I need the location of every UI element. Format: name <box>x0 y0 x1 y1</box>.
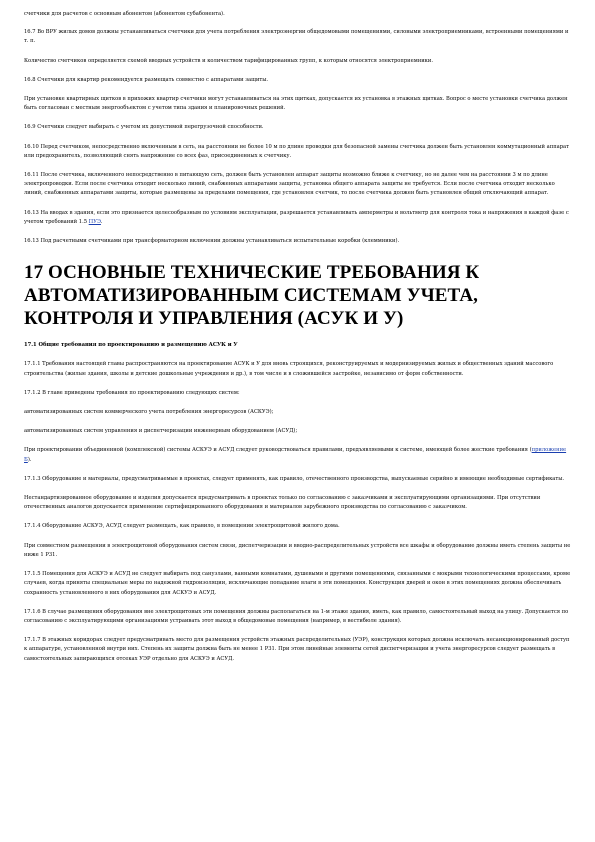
paragraph: 16.7 Во ВРУ жилых домов должны устанавливаться счетчики для учета потребления электроэнергии общедомовыми помещениями, силовыми электроприемниками, встроенными помещениями и т. п. <box>24 29 569 45</box>
paragraph: счетчики для расчетов с основным абонентом (абонентом субабонента). <box>24 11 225 17</box>
paragraph-text: При проектировании объединенной (комплексной) системы АСКУЭ и АСУД следует руководствоваться правилами, предъявляемыми к системе, имеющей более жесткие требования ( <box>24 447 532 454</box>
top-paragraphs <box>24 10 573 246</box>
paragraph: 16.13 Под расчетными счетчиками при трансформаторном включении должны устанавливаться испытательные коробки (клеммники). <box>24 238 400 245</box>
paragraph: При установке квартирных щитков в прихожих квартир счетчики могут устанавливаться на этих щитках, допускается их установка в этажных щитках. Вопрос о месте установки счетчика должен быть согласован с местным энергообъектом с учетом типа здания и планировочных решений. <box>24 96 568 112</box>
section-title: 17 ОСНОВНЫЕ ТЕХНИЧЕСКИЕ ТРЕБОВАНИЯ К АВТОМАТИЗИРОВАННЫМ СИСТЕМАМ УЧЕТА, КОНТРОЛЯ И УПРАВЛЕНИЯ (АСУК И У) <box>24 262 480 330</box>
bottom-paragraphs <box>24 360 573 663</box>
paragraph: 17.1.1 Требования настоящей главы распространяются на проектирование АСУК и У для вновь строящихся, реконструируемых и модернизируемых жилых и общественных зданий массового строительства (жилые здания, школы и детские дошкольные учреждения и др.), в том числе и в сложившейся застройке, независимо от форм собственности. <box>24 361 554 377</box>
pue-link[interactable]: ПУЭ <box>88 218 101 225</box>
paragraph: 17.1.6 В случае размещения оборудования вне электрощитовых эти помещения должны располагаться на 1-м этаже здания, иметь, как правило, самостоятельный выход на улицу. Допускается по согласованию с эксплуатирующими организациями устраивать этот выход в общедомовые помещения (например, в вестибюле здания). <box>24 608 569 624</box>
paragraph: Нестандартизированное оборудование и изделия допускается предусматривать в проектах только по согласованию с заказчиками и эксплуатирующими организациями. При отсутствии отечественных аналогов допускается применение сертифицированного оборудования и материалов зарубежного производства по согласованию с заказчиком. <box>24 495 541 511</box>
paragraph-with-link <box>24 446 573 464</box>
paragraph: Количество счетчиков определяется схемой вводных устройств и количеством тарифицированных групп, к которым относятся электроприемники. <box>24 57 434 64</box>
paragraph: автоматизированных систем коммерческого учета потребления энергоресурсов (АСКУЭ); <box>24 409 274 416</box>
paragraph-with-link <box>24 209 573 227</box>
paragraph-text: 16.13 На вводах в здания, если это признается целесообразным по условиям эксплуатации, разрешается устанавливать амперметры и вольтметр для контроля тока и напряжения в каждой фазе с учетом требований 1.5 <box>24 209 569 225</box>
paragraph: автоматизированных систем управления и диспетчеризации инженерным оборудованием (АСУД); <box>24 428 298 435</box>
paragraph: 16.9 Счетчики следует выбирать с учетом их допустимой перегрузочной способности. <box>24 124 264 131</box>
paragraph: 16.11 После счетчика, включенного непосредственно в питающую сеть, должен быть установлен аппарат защиты возможно ближе к счетчику, но не далее чем на расстоянии 3 м по длине электропроводки. Если после счетчика отходит несколько линий, снабженных аппаратами защиты, установка общего аппарата защиты не требуется. Если после счетчика отходит несколько линий, снабженных аппаратами защиты, которые размещены за пределами помещения, где установлен счетчик, то после счетчика должен быть установлен общий отключающий аппарат. <box>24 172 555 197</box>
paragraph: 17.1.3 Оборудование и материалы, предусматриваемые в проектах, следует применять, как правило, отечественного производства, выпускаемые серийно и имеющие необходимые сертификаты. <box>24 475 565 482</box>
paragraph-text: . <box>100 218 103 225</box>
paragraph: 17.1.2 В главе приведены требования по проектированию следующих систем: <box>24 389 240 396</box>
paragraph: 16.10 Перед счетчиком, непосредственно включенным в сеть, на расстоянии не более 10 м по длине проводки для безопасной замены счетчика должен быть установлен коммутационный аппарат или предохранитель, позволяющий снять напряжение со всех фаз, присоединенных к счетчику. <box>24 143 570 159</box>
paragraph: 17.1.7 В этажных коридорах следует предусматривать место для размещения устройств этажных распределительных (УЭР), конструкция которых должна исключать несанкционированный доступ к аппаратуре, установленной внутри них. Степень их защиты должна быть не менее 1 Р31. При этом линейные элементы сетей диспетчеризации и учета энергоресурсов следует размещать в самостоятельных запирающихся отсеках УЭР отдельно для АСКУЭ и АСУД. <box>24 637 570 662</box>
appendix-b-link[interactable]: приложение Б <box>24 447 567 463</box>
paragraph: 16.8 Счетчики для квартир рекомендуется размещать совместно с аппаратами защиты. <box>24 76 269 83</box>
paragraph: 17.1.4 Оборудование АСКУЭ, АСУД следует размещать, как правило, в помещении электрощитовой жилого дома. <box>24 523 340 530</box>
paragraph-text: ). <box>27 456 32 463</box>
paragraph: 17.1.5 Помещения для АСКУЭ и АСУД не следует выбирать под санузлами, ванными комнатами, душевыми и другими помещениями, связанными с мокрыми технологическими процессами, кроме случаев, когда приняты специальные меры по надежной гидроизоляции, исключающие попадание влаги в эти помещения. Конструкция дверей и окон в этих помещениях должна обеспечивать сохранность установленного в них оборудования для АСКУЭ и АСУД. <box>24 571 571 596</box>
subsection-heading: 17.1 Общие требования по проектированию и размещению АСУК и У <box>24 342 238 349</box>
paragraph: При совместном размещении в электрощитовой оборудования систем связи, диспетчеризации и вводно-распределительных устройств все шкафы и оборудование должны иметь степень защиты не ниже 1 Р31. <box>24 542 571 558</box>
